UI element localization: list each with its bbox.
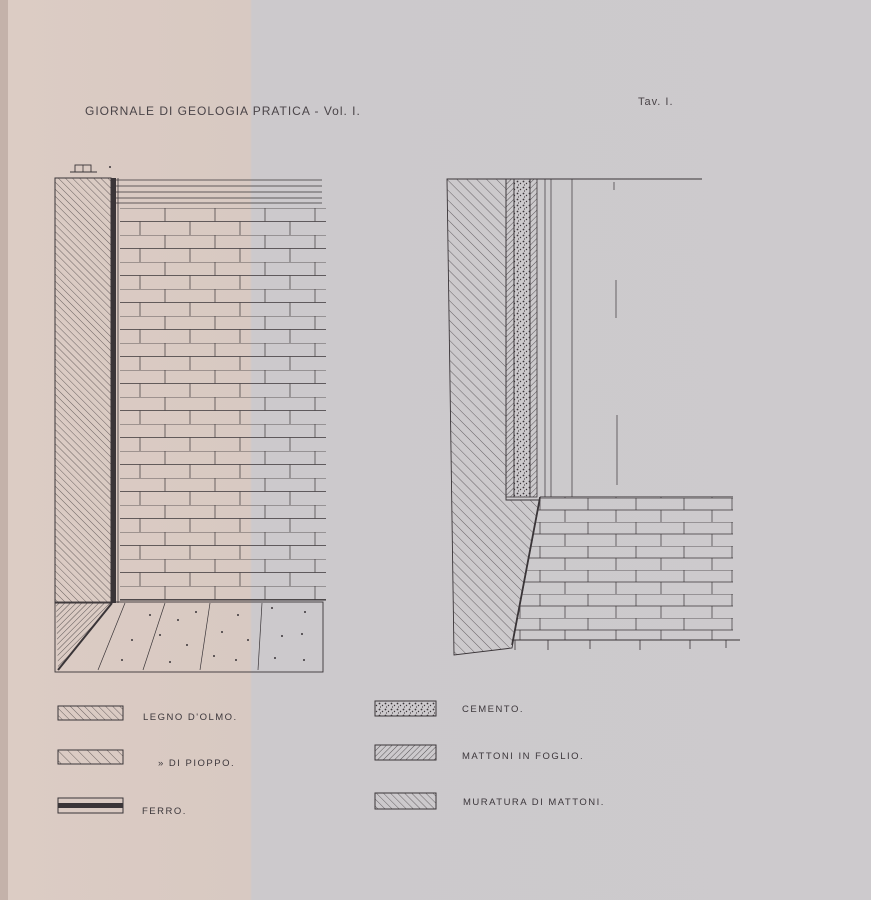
legend-swatch-sheet-bricks	[375, 745, 436, 760]
legend-label-sheet-bricks: MATTONI IN FOGLIO.	[462, 751, 585, 762]
legend-label-iron: FERRO.	[142, 806, 187, 817]
journal-title: GIORNALE DI GEOLOGIA PRATICA - Vol. I.	[85, 104, 361, 118]
legend-label-elm: LEGNO D'OLMO.	[143, 712, 238, 723]
legend-label-cement: CEMENTO.	[462, 704, 524, 715]
legend-label-brick-masonry: MURATURA DI MATTONI.	[463, 797, 605, 808]
legend-label-poplar: » DI PIOPPO.	[158, 758, 236, 769]
left-section-drawing	[55, 165, 326, 672]
legend-swatch-brick-masonry	[375, 793, 436, 809]
legend-swatch-poplar	[58, 750, 123, 764]
legend-swatch-cement	[375, 701, 436, 716]
legend-swatch-elm	[58, 706, 123, 720]
legend-swatch-iron	[58, 798, 123, 813]
right-section-drawing	[447, 179, 740, 655]
plate-number: Tav. I.	[638, 96, 674, 108]
legend-swatches	[58, 701, 436, 813]
